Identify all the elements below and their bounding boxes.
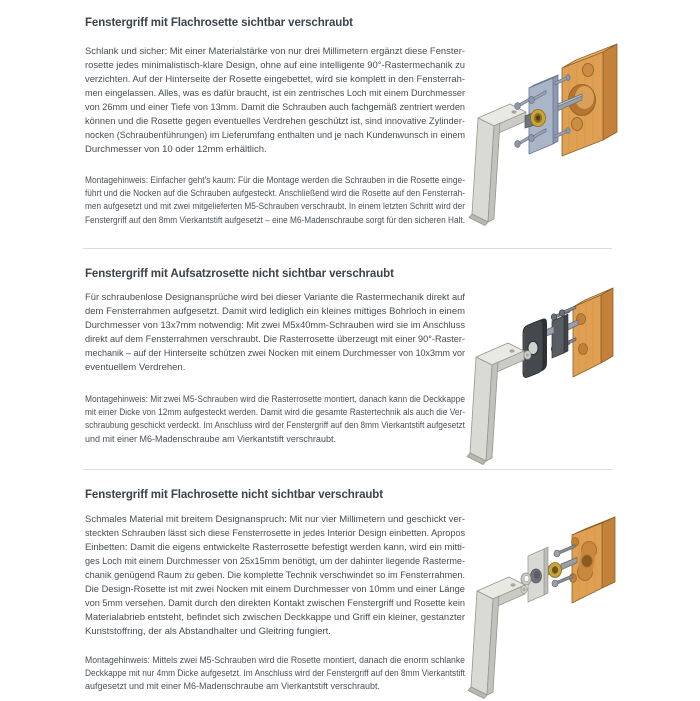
section-1-note [85,175,465,228]
text-line: Materialabrieb entsteht, befindet sich zwischen Deckkappe und Griff ein kleiner, gestanzter [85,612,465,623]
text-line: eventuellem Verdrehen. [85,362,186,373]
handle-spindle-nub [521,586,527,594]
text-line: Montagehinweis: Mit zwei M5-Schrauben wird die Rasterrosette montiert, danach kann die Deckkappe [85,394,465,404]
text-line: dem Fensterrahmen aufgesetzt. Damit wird lediglich ein kleines mittiges Bohrloch in einem [85,306,465,317]
text-line: nocken (Schraubenführungen) im Lieferumfang enthalten und je nach Kundenwunsch in einem [85,130,465,141]
text-line: verzichten. Auf der Hinterseite der Rosette eingebettet, wird sie komplett in den Fensterrah- [85,74,465,85]
section-2-note [85,394,465,447]
text-line: chanik genügend Raum zu geben. Die komplette Technik verschwindet so im Fensterrahmen. [85,570,465,581]
text-line: können und die Rosette gegen eventuelles Verdrehen geschützt ist, sind innovative Zylinder- [85,116,465,127]
text-line: Durchmesser von 10 oder 12mm erhältlich. [85,144,267,155]
text-line: von 26mm und einer Tiefe von 13mm. Damit die Schrauben auch fachgemäß zentriert werden [85,102,465,113]
text-line: steckten Schrauben lässt sich diese Fensterrosette in jedes Interior Design einbetten. Apropos [85,528,465,539]
text-line: führt und die Nocken auf die Schrauben aufgesteckt. Anschließend wird die Rosette auf den Fensterrah- [85,188,465,199]
wood-block [573,288,613,377]
text-line: aufgesetzt und mit einer M6-Madenschraube am Vierkantstift verschraubt. [85,681,380,692]
section-1-heading [85,17,465,29]
text-line: ges Loch mit einem Durchmesser von 25x15mm benötigt, um der dahinter liegende Rasterme- [85,556,465,567]
section-divider [83,248,612,249]
illustration-flachrosette-unsichtbar [463,516,658,701]
text-line: und mit einer M6-Madenschraube am Vierkantstift verschraubt. [85,433,336,444]
cover-plate [528,547,548,602]
plastic-ring [521,573,531,585]
text-line: Montagehinweis: Einfacher geht's kaum: Für die Montage werden die Schrauben in die Rosette einge- [85,175,465,185]
text-line: Fenstergriff auf den 8mm Vierkantstift aufgesetzt – eine M6-Madenschraube sorgt für den sicheren Halt. [85,214,465,225]
text-line: Einbetten: Damit die eigens entwickelte Rasterrosette befestigt werden kann, wird ein mitti- [85,542,465,553]
text-line: mit einer Dicke von 12mm aufgesteckt werden. Damit wird die gesamte Rastertechnik als auch die Ver- [85,407,465,418]
handle-spindle-nub [524,351,531,359]
section-1-body [85,46,465,158]
window-handle [467,343,524,465]
section-2-heading: Fenstergriff mit Aufsatzrosette nicht sichtbar verschraubt [85,268,394,280]
page-title: Fenstergriff mit Flachrosette sichtbar verschraubt [85,17,353,29]
text-line: men aufgesetzt und mit zwei mitgelieferten M5-Schrauben verschraubt. In einem letzten Schritt wird der [85,201,465,212]
text-line: schraubung geschickt verdeckt. Im Anschluss wird der Fenstergriff auf den 8mm Vierkantstift aufgesetzt [85,420,465,431]
text-line: rosette jedes minimalistisch-klare Design, ohne auf eine intelligente 90°-Rastermechanik zu [85,60,465,71]
text-line: Durchmesser von 13x7mm notwendig: Mit zwei M5x40mm-Schrauben wird sie im Anschluss [85,320,465,331]
text-line: mechanik – auf der Hinterseite schützen zwei Nocken mit einem Durchmesser von 10x3mm vor [85,348,465,359]
section-3-heading: Fenstergriff mit Flachrosette nicht sichtbar verschraubt [85,489,383,501]
text-line: Deckkappe mit nur 4mm Dicke aufgesetzt. Im Anschluss wird der Fenstergriff auf den 8mm Vierkantstift [85,668,465,679]
text-line: direkt auf dem Fensterrahmen verschraubt. Die Rasterrosette überzeugt mit einer 90°-Raster- [85,334,465,345]
text-line: Für schraubenlose Designansprüche wird bei dieser Variante die Rastermechanik direkt auf [85,292,465,303]
section-3-note [85,655,465,695]
text-line: men eingelassen. Alles, was es dafür braucht, ist ein zentrisches Loch mit einem Durchmesser [85,88,465,99]
section-divider [83,469,612,470]
text-line: von 5mm versehen. Damit durch den direkten Kontakt zwischen Fenstergriff und Rosette kein [85,598,465,609]
illustration-flachrosette-sichtbar [468,36,658,236]
text-line: Kunststoffring, der als Abstandhalter und Gleitring fungiert. [85,626,331,637]
text-line: Schlank und sicher: Mit einer Materialstärke von nur drei Millimetern ergänzt diese Fenster- [85,46,465,57]
window-handle [468,577,525,699]
cover-cap-dark [523,319,547,378]
text-line: Schmales Material mit breitem Designanspruch: Mit nur vier Millimetern und geschickt ver- [85,514,465,525]
text-line: Die Design-Rosette ist mit zwei Nocken mit einem Durchmesser von 10mm und einer Länge [85,584,465,595]
section-3-body [85,514,465,640]
section-2-body [85,292,465,376]
text-line: Montagehinweis: Mittels zwei M5-Schrauben wird die Rosette montiert, danach die enorm schlanke [85,655,465,665]
illustration-aufsatzrosette [466,283,656,483]
brass-bearing [525,110,546,129]
window-handle [469,104,526,226]
